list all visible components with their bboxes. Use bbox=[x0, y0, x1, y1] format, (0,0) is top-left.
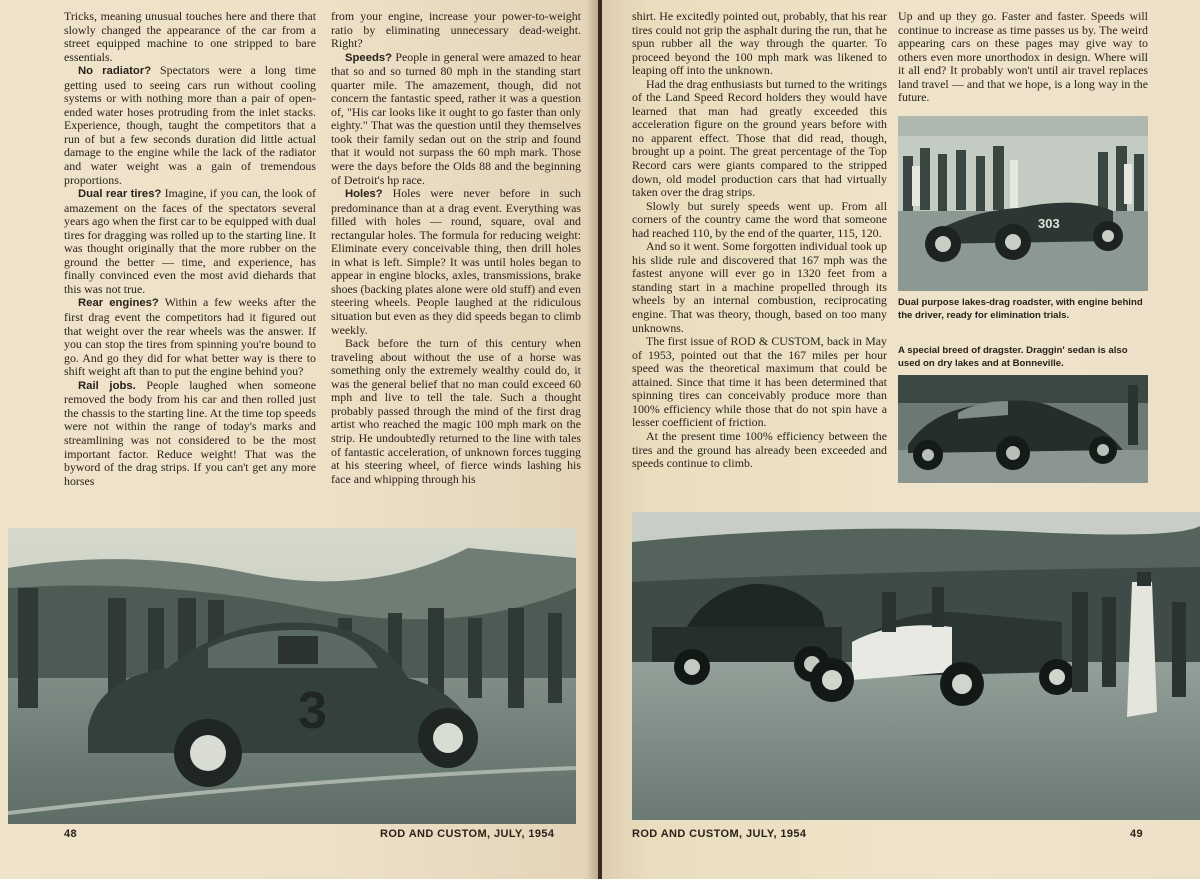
roadster-photo bbox=[898, 116, 1148, 291]
left-page-column-2 bbox=[331, 10, 581, 486]
paragraph-text: shirt. He excitedly pointed out, probably, that his rear tires could not grip the asphalt during the run, that he spun rubber all the way through the quarter. To proceed beyond the 100 mph mark was likened to leaping off into the unknown. bbox=[632, 9, 887, 78]
body-paragraph bbox=[331, 337, 581, 486]
body-paragraph bbox=[632, 200, 887, 241]
paragraph-heading: Rear engines? bbox=[78, 297, 159, 310]
body-paragraph bbox=[632, 78, 887, 200]
right-page-column-1 bbox=[632, 10, 887, 471]
paragraph-text: Tricks, meaning unusual touches here and there that slowly changed the appearance of the car from a street equipped machine to one stripped to bare essentials. bbox=[64, 9, 316, 64]
body-paragraph bbox=[64, 187, 316, 296]
left-page-column-1 bbox=[64, 10, 316, 488]
start-line-photo bbox=[632, 512, 1200, 820]
right-page-number: 49 bbox=[1130, 828, 1144, 840]
body-paragraph bbox=[632, 240, 887, 335]
paragraph-text: Within a few weeks after the first drag event the competitors had it figured out that weight over the rear wheels was the answer. If you can stop the tires from spinning you're bound to go. And go they did for what better way is there to shift weight aft than to put the engine behind you? bbox=[64, 295, 316, 379]
car-number: 3 bbox=[298, 682, 327, 740]
body-paragraph bbox=[64, 64, 316, 187]
left-page bbox=[0, 0, 598, 879]
paragraph-text: Holes were never before in such predominance than at a drag event. Everything was filled with holes — round, square, oval and rectangular holes. The formula for reducing weight: Eliminate every conceivable thing, then drill holes in what is left. Simple? It was until holes began to appear in engine blocks, axles, transmissions, brake shoes (backing plates alone were old stuff) and even steering wheels. People laughed at the ridiculous situation but even as they did speeds began to climb weekly. bbox=[331, 186, 581, 337]
paragraph-heading: Holes? bbox=[345, 188, 383, 201]
right-footer-title: ROD AND CUSTOM, JULY, 1954 bbox=[632, 828, 807, 840]
paragraph-text: At the present time 100% efficiency between the tires and the ground has already been exceeded and speeds continue to climb. bbox=[632, 428, 887, 471]
roadster-caption: Dual purpose lakes-drag roadster, with engine behind the driver, ready for elimination trials. bbox=[898, 297, 1143, 321]
paragraph-heading: Speeds? bbox=[345, 51, 393, 64]
body-paragraph bbox=[331, 51, 581, 187]
paragraph-heading: Rail jobs. bbox=[78, 379, 136, 392]
paragraph-heading: Dual rear tires? bbox=[78, 188, 162, 201]
paragraph-text: People laughed when someone removed the body from his car and then rolled just the chassis to the starting line. At the time top speeds were not within the range of today's marks and streamlining was not considered to be the most important factor. Reduce weight! That was the byword of the drag strips. If you can't get any more horses bbox=[64, 377, 317, 488]
paragraph-text: from your engine, increase your power-to-weight ratio by eliminating unnecessary dead-weight. Right? bbox=[331, 9, 581, 51]
body-paragraph bbox=[64, 296, 316, 378]
paragraph-text: Imagine, if you can, the look of amazement on the faces of the spectators several years ago when the first car to be equipped with dual tires for dragging was rolled up to the starting line. It was thought originally that the more rubber on the ground the better — time, and experience, has finally convinced even the most avid diehards that this was not true. bbox=[64, 186, 316, 296]
roadster-number: 303 bbox=[1038, 216, 1060, 231]
paragraph-text: Spectators were a long time getting used to seeing cars run without cooling systems or with nothing more than a pair of open-ended water hoses protruding from the inlet stacks. Experience, though, taught the competitors that a run of but a few seconds duration did little actual damage to the engine while the lack of the radiator and water weight was a gain of tremendous proportions. bbox=[64, 63, 316, 187]
coupe-photo bbox=[8, 528, 576, 824]
sedan-dragster-photo bbox=[898, 375, 1148, 483]
body-paragraph bbox=[632, 335, 887, 430]
paragraph-text: Slowly but surely speeds went up. From all corners of the country came the word that someone had reached 110, by the end of the quarter, 115, 120. bbox=[632, 198, 887, 240]
paragraph-text: And so it went. Some forgotten individual took up his slide rule and discovered that 167 mph was the fastest anyone will ever go in 1320 feet from a standing start in a machine propelled through its wheels by an internal combustion, reciprocating engine. That was theory, though, based on too many unknowns. bbox=[632, 239, 887, 335]
body-paragraph bbox=[64, 379, 316, 488]
left-page-number: 48 bbox=[64, 828, 78, 840]
right-page-column-2 bbox=[898, 10, 1148, 105]
sedan-caption: A special breed of dragster. Draggin' sedan is also used on dry lakes and at Bonneville. bbox=[898, 345, 1128, 369]
paragraph-text: People in general were amazed to hear that so and so turned 80 mph in the standing start quarter mile. The amazement, though, did not concern the fantastic speed, rather it was a question of, "His car looks like it ought to go faster than only eighty." That was the question until they themselves took their family sedan out on the strip and found that it would not surpass the 60 mph mark. Those were the days before the Olds 88 and the beginning of Detroit's hp race. bbox=[331, 49, 581, 187]
body-paragraph bbox=[331, 187, 581, 337]
paragraph-text: Back before the turn of this century when traveling about without the use of a horse was something only the extremely wealthy could do, it was the general belief that no man could exceed 60 mph and live to tell the tale. Such a thought probably passed through the mind of the first drag artist who reached the magic 100 mph mark on the strip. He undoubtedly returned to the line with tales of fantastic acceleration, of unknown forces tugging at his steering wheel, of fierce winds lashing his face and whipping through his bbox=[331, 336, 581, 486]
body-paragraph bbox=[64, 10, 316, 64]
paragraph-text: The first issue of ROD & CUSTOM, back in May of 1953, pointed out that the 167 miles per hour speed was the theoretical maximum that could be attained. Since that time it has been determined that spinning tires can conceivably produce more than 100% efficiency while those that do not spin have a lesser coefficient of friction. bbox=[632, 334, 887, 430]
paragraph-heading: No radiator? bbox=[78, 65, 152, 78]
body-paragraph bbox=[632, 10, 887, 78]
paragraph-text: Had the drag enthusiasts but turned to the writings of the Land Speed Record holders they would have learned that man had greatly exceeded this acceleration figure on the ground years before with no apparent effect. Those that did read, though, brought up a point. The great percentage of the Top Record cars were giants compared to the stripped down, old model production cars that had virtually taken over the drag strips. bbox=[632, 76, 887, 200]
right-page bbox=[602, 0, 1200, 879]
paragraph-text: Up and up they go. Faster and faster. Speeds will continue to increase as time passes us by. The weird appearing cars on these pages may give way to others even more unorthodox in design. Where will it all end? It probably won't until air travel replaces land travel — and that we hope, is a long way in the future. bbox=[898, 9, 1148, 105]
body-paragraph bbox=[898, 10, 1148, 105]
left-footer-title: ROD AND CUSTOM, JULY, 1954 bbox=[380, 828, 555, 840]
body-paragraph bbox=[331, 10, 581, 51]
body-paragraph bbox=[632, 430, 887, 471]
